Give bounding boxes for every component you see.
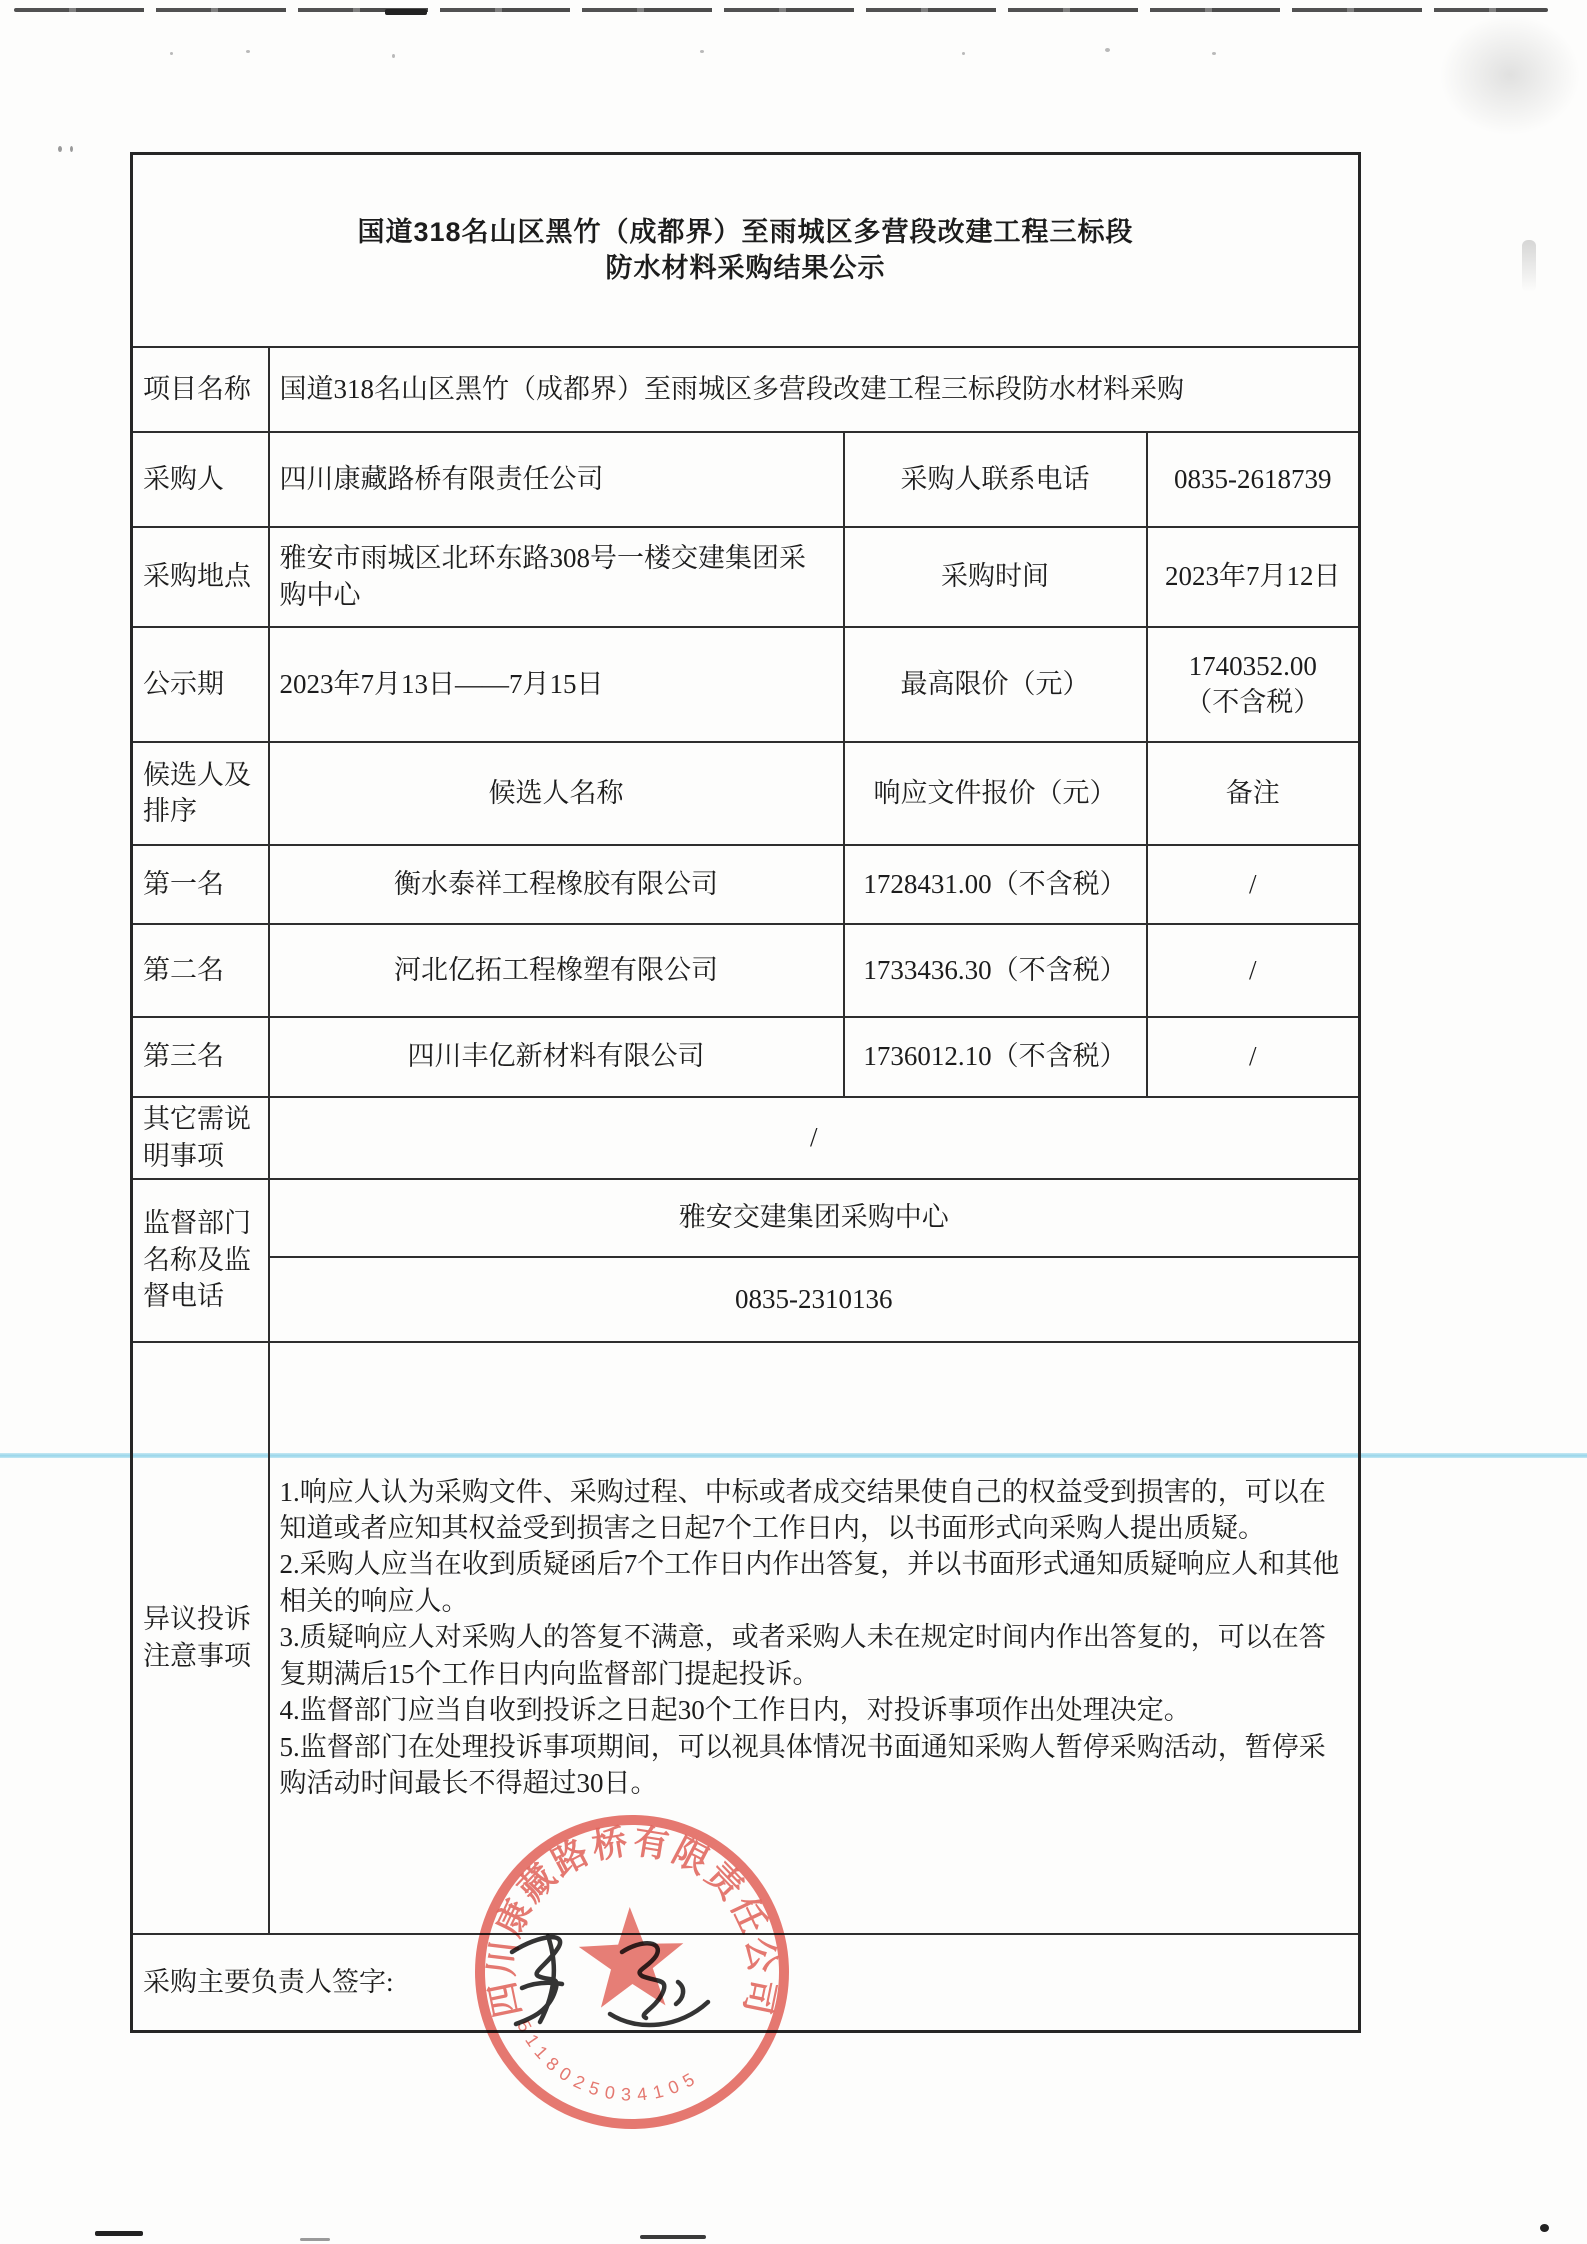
purchaser-phone-value: 0835-2618739 bbox=[1147, 432, 1360, 527]
scan-smudge bbox=[1522, 240, 1536, 292]
max-price-value bbox=[1147, 627, 1360, 742]
notice-item-5: 5.监督部门在处理投诉事项期间，可以视具体情况书面通知采购人暂停采购活动，暂停采购活动时间最长不得超过30日。 bbox=[279, 1731, 1326, 1799]
max-price-tax-note: （不含税） bbox=[1185, 687, 1321, 717]
candidate-price-header: 响应文件报价（元） bbox=[844, 742, 1147, 845]
rank-3-name: 四川丰亿新材料有限公司 bbox=[269, 1017, 844, 1097]
purchaser-value: 四川康藏路桥有限责任公司 bbox=[269, 432, 844, 527]
scanner-mark bbox=[300, 2238, 330, 2241]
speck bbox=[392, 54, 395, 58]
scanner-edge-artifact bbox=[14, 8, 1548, 12]
title-line-2: 防水材料采购结果公示 bbox=[605, 253, 886, 284]
candidate-remark-header: 备注 bbox=[1147, 742, 1360, 845]
title-line-1: 国道318名山区黑竹（成都界）至雨城区多营段改建工程三标段 bbox=[357, 216, 1134, 247]
purchase-time-value: 2023年7月12日 bbox=[1147, 527, 1360, 627]
company-stamp bbox=[454, 1794, 810, 2150]
table-row bbox=[132, 845, 1360, 924]
speck bbox=[170, 52, 173, 55]
supervisor-phone: 0835-2310136 bbox=[269, 1257, 1360, 1342]
other-notes-value: / bbox=[269, 1097, 1360, 1179]
speck bbox=[962, 52, 965, 55]
scanner-mark bbox=[95, 2231, 143, 2236]
rank-2-remark: / bbox=[1147, 924, 1360, 1017]
project-name-value: 国道318名山区黑竹（成都界）至雨城区多营段改建工程三标段防水材料采购 bbox=[269, 347, 1360, 432]
notice-item-3: 3.质疑响应人对采购人的答复不满意，或者采购人未在规定时间内作出答复的，可以在答复期满后15个工作日内向监督部门提起投诉。 bbox=[279, 1622, 1326, 1689]
table-row bbox=[132, 924, 1360, 1017]
rank-3-label: 第三名 bbox=[132, 1017, 269, 1097]
speck bbox=[70, 146, 73, 152]
speck bbox=[1212, 52, 1216, 55]
rank-3-price: 1736012.10（不含税） bbox=[844, 1017, 1147, 1097]
complaint-notice-body bbox=[269, 1342, 1360, 1934]
notice-item-4: 4.监督部门应当自收到投诉之日起30个工作日内，对投诉事项作出处理决定。 bbox=[279, 1695, 1191, 1726]
stamp-star-icon bbox=[577, 1905, 685, 2008]
candidate-rank-header: 候选人及排序 bbox=[132, 742, 269, 845]
supervisor-label: 监督部门名称及监督电话 bbox=[132, 1179, 269, 1342]
publicity-period-label: 公示期 bbox=[132, 627, 269, 742]
stamp-number-text: 5118025034105 bbox=[513, 2017, 704, 2105]
rank-2-name: 河北亿拓工程橡塑有限公司 bbox=[269, 924, 844, 1017]
scanner-mark bbox=[640, 2235, 706, 2239]
rank-1-name: 衡水泰祥工程橡胶有限公司 bbox=[269, 845, 844, 924]
procurement-result-table bbox=[130, 152, 1361, 2033]
rank-3-remark: / bbox=[1147, 1017, 1360, 1097]
rank-2-price: 1733436.30（不含税） bbox=[844, 924, 1147, 1017]
speck bbox=[58, 146, 62, 152]
purchaser-phone-label: 采购人联系电话 bbox=[844, 432, 1147, 527]
notice-item-2: 2.采购人应当在收到质疑函后7个工作日内作出答复，并以书面形式通知质疑响应人和其他相关的响应人。 bbox=[279, 1549, 1340, 1616]
scanner-mark bbox=[385, 9, 427, 15]
rank-1-label: 第一名 bbox=[132, 845, 269, 924]
purchaser-label: 采购人 bbox=[132, 432, 269, 527]
supervisor-name: 雅安交建集团采购中心 bbox=[269, 1179, 1360, 1257]
stamp-company-text: 四川康藏路桥有限责任公司 bbox=[481, 1821, 783, 2021]
speck bbox=[1105, 48, 1110, 52]
rank-2-label: 第二名 bbox=[132, 924, 269, 1017]
complaint-notice-label: 异议投诉注意事项 bbox=[132, 1342, 269, 1934]
max-price-amount: 1740352.00 bbox=[1188, 650, 1317, 681]
speck bbox=[700, 50, 704, 53]
candidate-name-header: 候选人名称 bbox=[269, 742, 844, 845]
document-title bbox=[132, 154, 1360, 347]
notice-item-1: 1.响应人认为采购文件、采购过程、中标或者成交结果使自己的权益受到损害的，可以在知道或者应知其权益受到损害之日起7个工作日内，以书面形式向采购人提出质疑。 bbox=[279, 1476, 1326, 1543]
location-label: 采购地点 bbox=[132, 527, 269, 627]
rank-1-price: 1728431.00（不含税） bbox=[844, 845, 1147, 924]
scan-smudge bbox=[1440, 15, 1580, 135]
rank-1-remark: / bbox=[1147, 845, 1360, 924]
location-value: 雅安市雨城区北环东路308号一楼交建集团采购中心 bbox=[269, 527, 844, 627]
speck bbox=[246, 50, 250, 53]
max-price-label: 最高限价（元） bbox=[844, 627, 1147, 742]
other-notes-label: 其它需说明事项 bbox=[132, 1097, 269, 1179]
purchase-time-label: 采购时间 bbox=[844, 527, 1147, 627]
signature-label: 采购主要负责人签字: bbox=[143, 1967, 394, 1998]
publicity-period-value: 2023年7月13日——7月15日 bbox=[269, 627, 844, 742]
table-row bbox=[132, 1017, 1360, 1097]
project-name-label: 项目名称 bbox=[132, 347, 269, 432]
scanner-mark bbox=[1540, 2224, 1549, 2232]
